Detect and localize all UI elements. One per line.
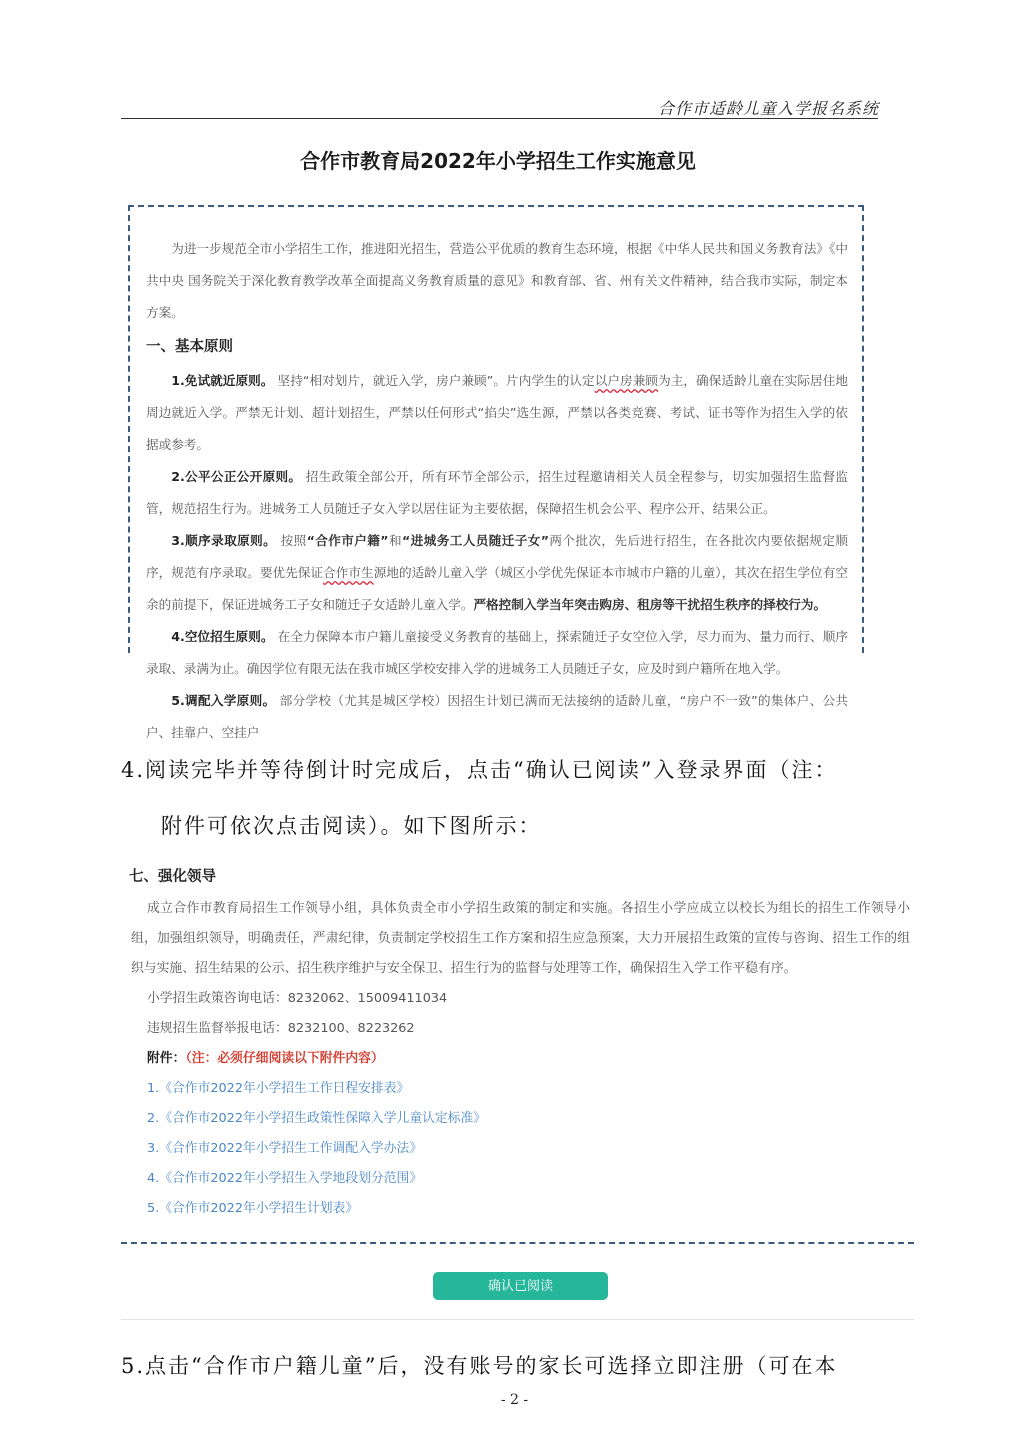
section-heading-7: 七、强化领导 — [129, 869, 216, 885]
report-phone: 违规招生监督举报电话：8232100、8223262 — [147, 1021, 415, 1036]
attachment-link-4[interactable]: 4.《合作市2022年小学招生入学地段划分范围》 — [147, 1171, 423, 1186]
attachment-link-3[interactable]: 3.《合作市2022年小学招生工作调配入学办法》 — [147, 1141, 423, 1156]
notice-title: 合作市教育局2022年小学招生工作实施意见 — [300, 149, 696, 173]
intro-paragraph: 为进一步规范全市小学招生工作，推进阳光招生，营造公平优质的教育生态环境，根据《中华人民共和国义务教育法》《中共中央 国务院关于深化教育教学改革全面提高义务教育质量的意见》和教育部、省、州有关文件精神，结合我市实际，制定本方案。 — [146, 241, 848, 320]
principle-5-text: 部分学校（尤其是城区学校）因招生计划已满而无法接纳的适龄儿童，“房户不一致”的集体户、公共户、挂靠户、空挂户 — [146, 693, 848, 740]
principle-5 — [146, 685, 848, 749]
leadership-paragraph — [121, 894, 914, 984]
principle-3-bold-b: “进城务工人员随迁子女” — [402, 533, 549, 548]
principle-1-lead: 1.免试就近原则。 — [171, 373, 274, 388]
spellcheck-mark: 以户房兼顾 — [594, 373, 659, 388]
attachment-link-2[interactable]: 2.《合作市2022年小学招生政策性保障入学儿童认定标准》 — [147, 1111, 487, 1126]
principle-5-lead: 5.调配入学原则。 — [171, 693, 276, 708]
attachment-link-1[interactable]: 1.《合作市2022年小学招生工作日程安排表》 — [147, 1081, 410, 1096]
attachments-label: 附件： — [147, 1051, 186, 1066]
confirm-read-button[interactable]: 确认已阅读 — [433, 1272, 608, 1300]
step-5-line-1: 5.点击“合作市户籍儿童”后，没有账号的家长可选择立即注册（可在本 — [121, 1354, 838, 1378]
principle-3-bold-c: 严格控制入学当年突击购房、租房等干扰招生秩序的择校行为。 — [473, 597, 827, 612]
consult-phone: 小学招生政策咨询电话：8232062、15009411034 — [147, 991, 448, 1006]
principle-2 — [146, 461, 848, 525]
system-title: 合作市适龄儿童入学报名系统 — [657, 99, 879, 118]
principle-2-lead: 2.公平公正公开原则。 — [171, 469, 302, 484]
step-5-paragraph — [121, 1338, 911, 1394]
principle-3-text-d: 源地的适龄儿童入学（城区小学优先保证本市城市户籍的儿童），其次在招生学位有空余的前提下，保证进城务工子女和随迁子女适龄儿童入学。 — [146, 565, 849, 612]
attachments-panel — [121, 862, 914, 1224]
page-number: - 2 - — [500, 1392, 529, 1408]
section-heading-1: 一、基本原则 — [146, 339, 233, 355]
principle-1 — [146, 365, 848, 461]
principle-3-text-c: 两个批次，先后进行招生，在各批次内要依据规定顺序，规范有序录取。要优先保证 — [146, 533, 849, 580]
principle-3 — [146, 525, 848, 621]
step-4-line-2: 附件可依次点击阅读）。如下图所示： — [161, 814, 542, 838]
header-rule — [121, 118, 878, 119]
principle-3-lead: 3.顺序录取原则。 — [171, 533, 277, 548]
principle-1-text-b: 为主，确保适龄儿童在实际居住地周边就近入学。严禁无计划、超计划招生，严禁以任何形式“掐尖”选生源，严禁以各类竞赛、考试、证书等作为招生入学的依据或参考。 — [146, 373, 848, 452]
principle-1-text-a: 坚持“相对划片，就近入学，房户兼顾”。片内学生的认定 — [277, 373, 595, 388]
step-4-line-1: 4.阅读完毕并等待倒计时完成后，点击“确认已阅读”入登录界面（注： — [121, 758, 838, 782]
principle-4-text: 在全力保障本市户籍儿童接受义务教育的基础上，探索随迁子女空位入学，尽力而为、量力而行、顺序录取、录满为止。确因学位有限无法在我市城区学校安排入学的进城务工人员随迁子女，应及时到户籍所在地入学。 — [146, 629, 848, 676]
dashed-divider — [121, 1242, 914, 1244]
notice-scroll-box[interactable] — [128, 205, 864, 740]
principle-4-lead: 4.空位招生原则。 — [171, 629, 274, 644]
principle-3-text-b: 和 — [388, 533, 402, 548]
attachments-heading — [121, 1044, 914, 1074]
principle-4 — [146, 621, 848, 685]
step-4-paragraph — [121, 742, 911, 854]
thin-divider — [121, 1319, 914, 1320]
principle-3-text-a: 按照 — [280, 533, 307, 548]
spellcheck-mark: 合作市生 — [323, 565, 374, 580]
leadership-text: 成立合作市教育局招生工作领导小组，具体负责全市小学招生政策的制定和实施。各招生小学应成立以校长为组长的招生工作领导小组，加强组织领导，明确责任，严肃纪律，负责制定学校招生工作方案和招生应急预案，大力开展招生政策的宣传与咨询、招生工作的组织与实施、招生结果的公示、招生秩序维护与安全保卫、招生行为的监督与处理等工作，确保招生入学工作平稳有序。 — [131, 901, 910, 976]
attachments-note: （注：必须仔细阅读以下附件内容） — [185, 1051, 384, 1066]
attachment-link-5[interactable]: 5.《合作市2022年小学招生计划表》 — [147, 1201, 359, 1216]
principle-2-text: 招生政策全部公开，所有环节全部公示，招生过程邀请相关人员全程参与，切实加强招生监督监管，规范招生行为。进城务工人员随迁子女入学以居住证为主要依据，保障招生机会公平、程序公开、结果公正。 — [146, 469, 848, 516]
principle-3-bold-a: “合作市户籍” — [306, 533, 389, 548]
